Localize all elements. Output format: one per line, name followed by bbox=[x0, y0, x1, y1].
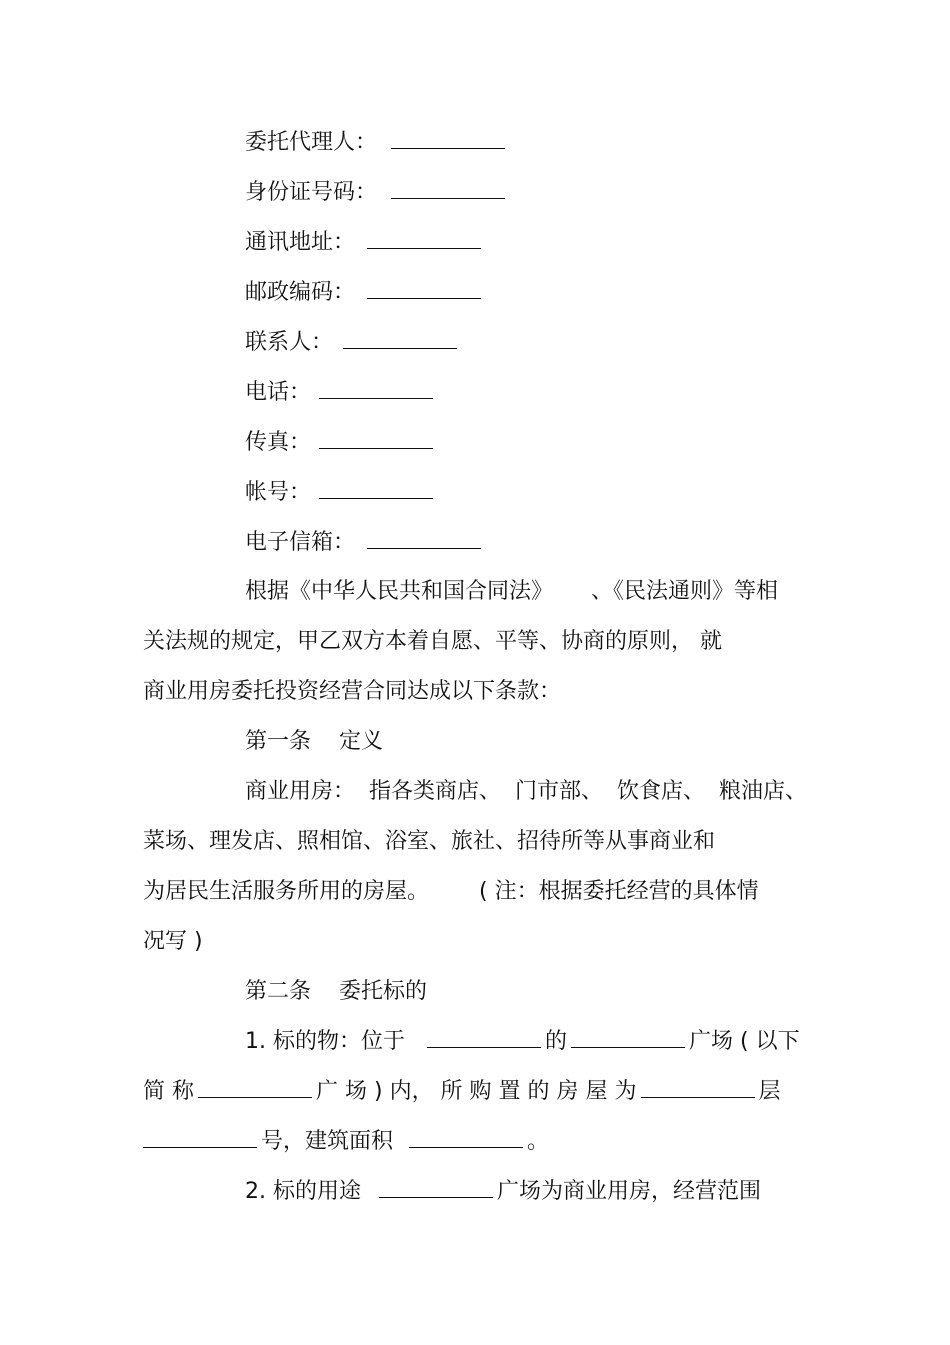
blank-line bbox=[391, 178, 505, 199]
intro-line-3 bbox=[143, 677, 561, 707]
article-2-item-2-line-1 bbox=[245, 1177, 761, 1207]
item-text: 层 bbox=[758, 1079, 781, 1104]
paragraph-text: 菜场、理发店、照相馆、浴室、旅社、招待所等从事商业和 bbox=[143, 829, 716, 854]
item-text: 广场 ( 以下 bbox=[689, 1029, 800, 1054]
field-postcode bbox=[245, 278, 485, 308]
field-label: 电子信箱： bbox=[245, 530, 356, 555]
blank-line bbox=[367, 228, 481, 249]
blank-line bbox=[379, 1177, 493, 1198]
intro-line-1 bbox=[245, 577, 778, 607]
field-phone bbox=[245, 378, 437, 408]
blank-line bbox=[319, 378, 433, 399]
article-1-para-line-3 bbox=[143, 877, 759, 907]
item-text: 广 场 ) 内， 所 购 置 的 房 屋 为 bbox=[316, 1079, 637, 1104]
blank-line bbox=[367, 278, 481, 299]
blank-line bbox=[143, 1127, 257, 1148]
field-account bbox=[245, 478, 437, 508]
article-2-item-1-line-1 bbox=[245, 1027, 800, 1057]
blank-line bbox=[198, 1077, 312, 1098]
article-1-para-line-4 bbox=[143, 927, 203, 957]
paragraph-text: 况写 ) bbox=[143, 929, 203, 954]
field-contact bbox=[245, 328, 461, 358]
item-text: 1. 标的物：位于 bbox=[245, 1029, 405, 1054]
field-label: 电话： bbox=[245, 380, 312, 405]
field-fax bbox=[245, 428, 437, 458]
article-1-para-line-2 bbox=[143, 827, 715, 857]
blank-line bbox=[571, 1027, 685, 1048]
intro-line-2 bbox=[143, 627, 722, 657]
blank-line bbox=[391, 128, 505, 149]
item-text: 2. 标的用途 bbox=[245, 1179, 361, 1204]
heading-text: 第二条 委托标的 bbox=[245, 979, 427, 1004]
field-label: 通讯地址： bbox=[245, 230, 356, 255]
blank-line bbox=[319, 428, 433, 449]
field-label: 邮政编码： bbox=[245, 280, 356, 305]
intro-text: 关法规的规定，甲乙双方本着自愿、平等、协商的原则， 就 bbox=[143, 629, 722, 654]
blank-line bbox=[367, 528, 481, 549]
blank-line bbox=[343, 328, 457, 349]
field-email bbox=[245, 528, 485, 558]
field-label: 帐号： bbox=[245, 480, 312, 505]
article-2-item-1-line-2 bbox=[143, 1077, 781, 1107]
intro-text: 商业用房委托投资经营合同达成以下条款： bbox=[143, 679, 562, 704]
blank-line bbox=[427, 1027, 541, 1048]
paragraph-text: ( 注：根据委托经营的具体情 bbox=[479, 879, 759, 904]
intro-text: 、《民法通则》等相 bbox=[591, 579, 779, 604]
item-text: 号，建筑面积 bbox=[261, 1129, 394, 1154]
field-label: 身份证号码： bbox=[245, 180, 378, 205]
article-2-item-1-line-3 bbox=[143, 1127, 549, 1157]
field-address bbox=[245, 228, 485, 258]
item-text: 的 bbox=[544, 1029, 567, 1054]
item-text: 。 bbox=[527, 1129, 550, 1154]
item-text: 广场为商业用房，经营范围 bbox=[496, 1179, 761, 1204]
blank-line bbox=[641, 1077, 755, 1098]
paragraph-text: 为居民生活服务所用的房屋。 bbox=[143, 879, 430, 904]
blank-line bbox=[319, 478, 433, 499]
heading-text: 第一条 定义 bbox=[245, 729, 383, 754]
field-label: 传真： bbox=[245, 430, 312, 455]
field-label: 联系人： bbox=[245, 330, 334, 355]
article-2-heading bbox=[245, 977, 427, 1007]
article-1-para-line-1 bbox=[245, 777, 807, 807]
field-label: 委托代理人： bbox=[245, 130, 378, 155]
intro-text: 根据《中华人民共和国合同法》 bbox=[245, 579, 554, 604]
field-agent bbox=[245, 128, 509, 158]
field-id-number bbox=[245, 178, 509, 208]
article-1-heading bbox=[245, 727, 383, 757]
paragraph-text: 商业用房： 指各类商店、 门市部、 饮食店、 粮油店、 bbox=[245, 779, 807, 804]
blank-line bbox=[409, 1127, 523, 1148]
item-text: 简 称 bbox=[143, 1079, 194, 1104]
